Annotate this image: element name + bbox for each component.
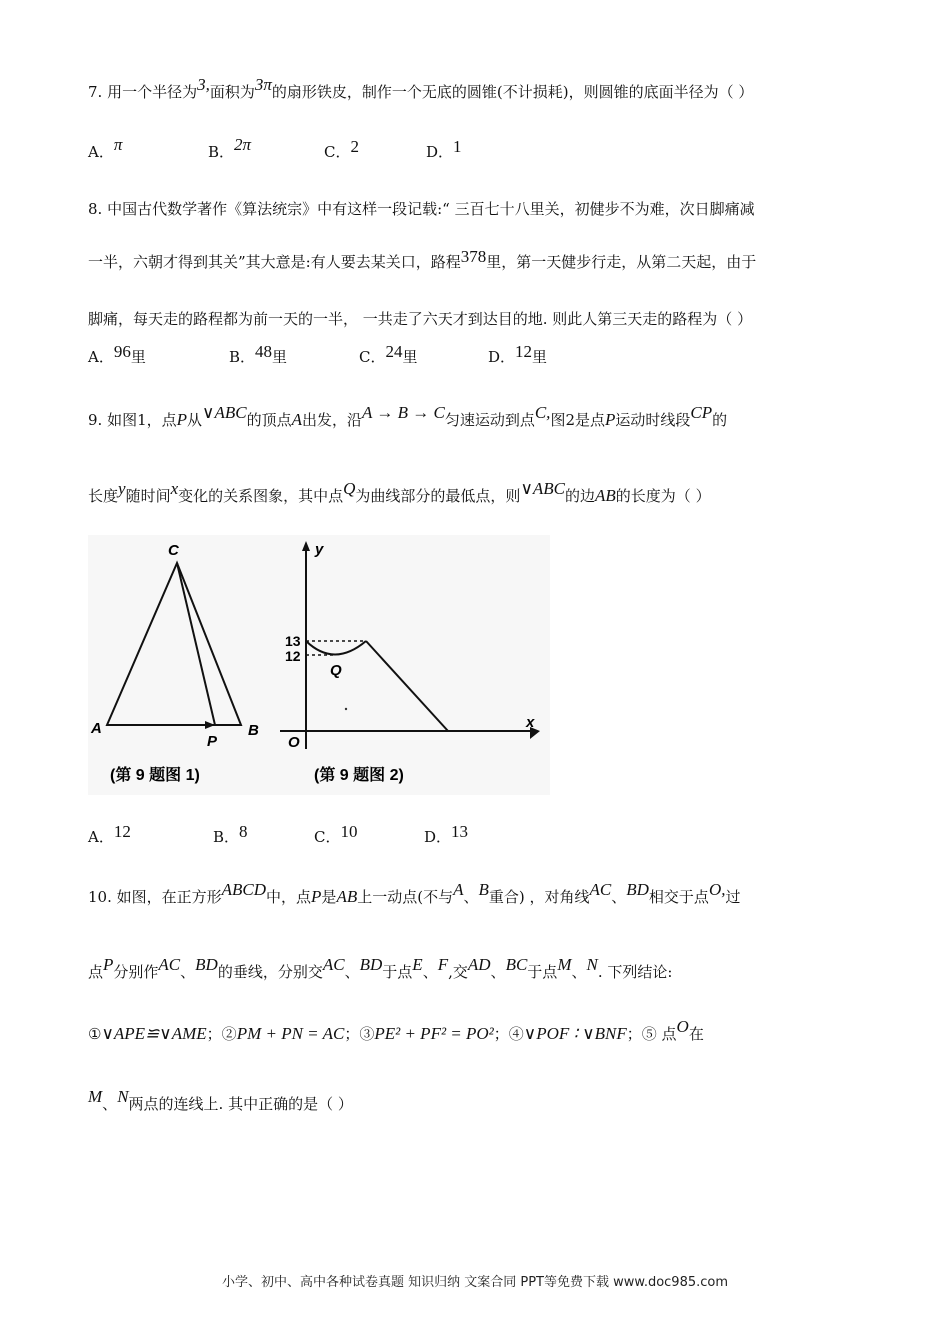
- q7-text-2: 面积为: [209, 83, 255, 101]
- q7-area: 3π: [254, 75, 272, 94]
- q8-distance: 378: [460, 247, 487, 266]
- q8-option-c: C．24里: [359, 342, 418, 366]
- fig2-label-q: Q: [330, 662, 342, 679]
- q9-option-d: D．13: [424, 822, 469, 846]
- page-footer: 小学、初中、高中各种试卷真题 知识归纳 文案合同 PPT等免费下载 www.doc985.com: [221, 1275, 729, 1290]
- q7-text-3: 的扇形铁皮，制作一个无底的圆锥(不计损耗)，则圆锥的底面半径为（ ）: [271, 83, 754, 101]
- q8-option-b: B．48里: [229, 342, 288, 366]
- fig1-label-c: C: [168, 542, 179, 559]
- fig1-label-a: A: [91, 720, 102, 737]
- q10-line-4: M、N两点的连线上. 其中正确的是（ ）: [88, 1087, 353, 1113]
- q8-option-a: A．96里: [88, 342, 146, 366]
- q9-option-c: C．10: [314, 822, 358, 846]
- q7-stem: [88, 75, 754, 102]
- fig1-caption: (第 9 题图 1): [110, 767, 200, 784]
- fig1-label-p: P: [207, 733, 218, 750]
- fig1-label-b: B: [248, 722, 259, 739]
- q9-figure-1: [88, 535, 278, 795]
- q8-line-3: 脚痛，每天走的路程都为前一天的一半， 一共走了六天才到达目的地. 则此人第三天走的路程为（ ）: [88, 310, 753, 328]
- q9-figure-2: [266, 535, 550, 795]
- q8-option-d: D．12里: [488, 342, 548, 366]
- q7-option-b: B．2π: [208, 135, 252, 161]
- q7-text-1: 7. 用一个半径为: [88, 83, 198, 101]
- q9-line-2: 长度y随时间x变化的关系图象，其中点Q为曲线部分的最低点，则∨ABC的边AB的长度为（ ）: [88, 479, 711, 505]
- fig2-tick-12: 12: [285, 648, 301, 664]
- q10-line-3: ①∨APE≌∨AME；②PM + PN = AC；③PE² + PF² = PO²；④∨POF ∶ ∨BNF；⑤ 点O在: [88, 1017, 704, 1043]
- fig2-label-x: x: [526, 714, 535, 731]
- q9-option-b: B．8: [213, 822, 248, 846]
- fig2-caption: (第 9 题图 2): [314, 767, 404, 784]
- q8-line-2: 一半，六朝才得到其关”其大意是:有人要去某关口，路程378里，第一天健步行走，从第二天起，由于: [88, 247, 757, 271]
- q10-line-2: 点P分别作AC、BD的垂线，分别交AC、BD于点E、F,交AD、BC于点M、N. 下列结论:: [88, 955, 673, 981]
- q7-option-c: C．2: [324, 137, 359, 161]
- q10-line-1: 10. 如图，在正方形ABCD中，点P是AB上一动点(不与A、B重合) ，对角线AC、BD相交于点O,过: [88, 880, 741, 906]
- q9-option-a: A．12: [88, 822, 131, 846]
- q7-radius: 3,: [197, 75, 210, 94]
- fig2-label-o: O: [288, 734, 300, 751]
- q8-line-1: 8. 中国古代数学著作《算法统宗》中有这样一段记载:“ 三百七十八里关，初健步不为难，次日脚痛减: [88, 200, 755, 218]
- fig2-label-y: y: [315, 541, 324, 558]
- q7-option-d: D．1: [426, 137, 462, 161]
- q7-option-a: A．π: [88, 135, 123, 161]
- q9-line-1: 9. 如图1，点P从∨ABC的顶点A出发，沿A → B → C匀速运动到点C,图2是点P运动时线段CP的: [88, 403, 728, 429]
- fig2-tick-13: 13: [285, 633, 301, 649]
